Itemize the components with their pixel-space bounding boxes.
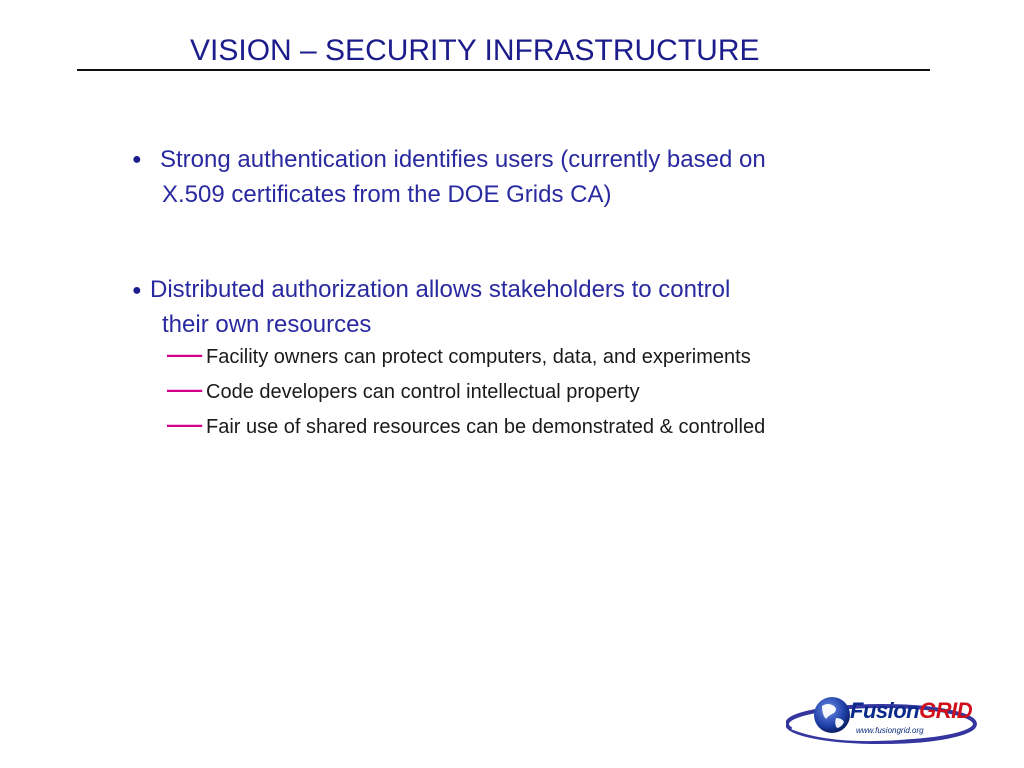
bullet-1-line-2: X.509 certificates from the DOE Grids CA) (162, 181, 612, 208)
fusiongrid-logo (786, 688, 996, 754)
slide-title: VISION – SECURITY INFRASTRUCTURE (190, 34, 760, 67)
logo-fusion-text: Fusion (850, 698, 920, 723)
sub-bullet-1-text: Facility owners can protect computers, data, and experiments (206, 346, 751, 368)
sub-bullet-3-text: Fair use of shared resources can be demonstrated & controlled (206, 416, 766, 438)
bullet-2-line-2: their own resources (162, 311, 372, 338)
bullet-1-line-1: Strong authentication identifies users (currently based on (160, 146, 766, 173)
bullet-2-dot: ● (132, 282, 142, 299)
sub-bullet-1-dash: — (167, 342, 203, 367)
sub-bullet-3-dash: — (167, 412, 203, 437)
logo-grid-text: GRID (919, 698, 973, 723)
logo-url: www.fusiongrid.org (856, 726, 924, 735)
sub-bullet-2-dash: — (167, 377, 203, 402)
sub-bullet-2-text: Code developers can control intellectual property (206, 381, 640, 403)
bullet-1-dot: ● (132, 151, 142, 168)
bullet-2-line-1: Distributed authorization allows stakeholders to control (150, 276, 731, 303)
title-underline (77, 69, 930, 71)
logo-wordmark (850, 698, 972, 724)
